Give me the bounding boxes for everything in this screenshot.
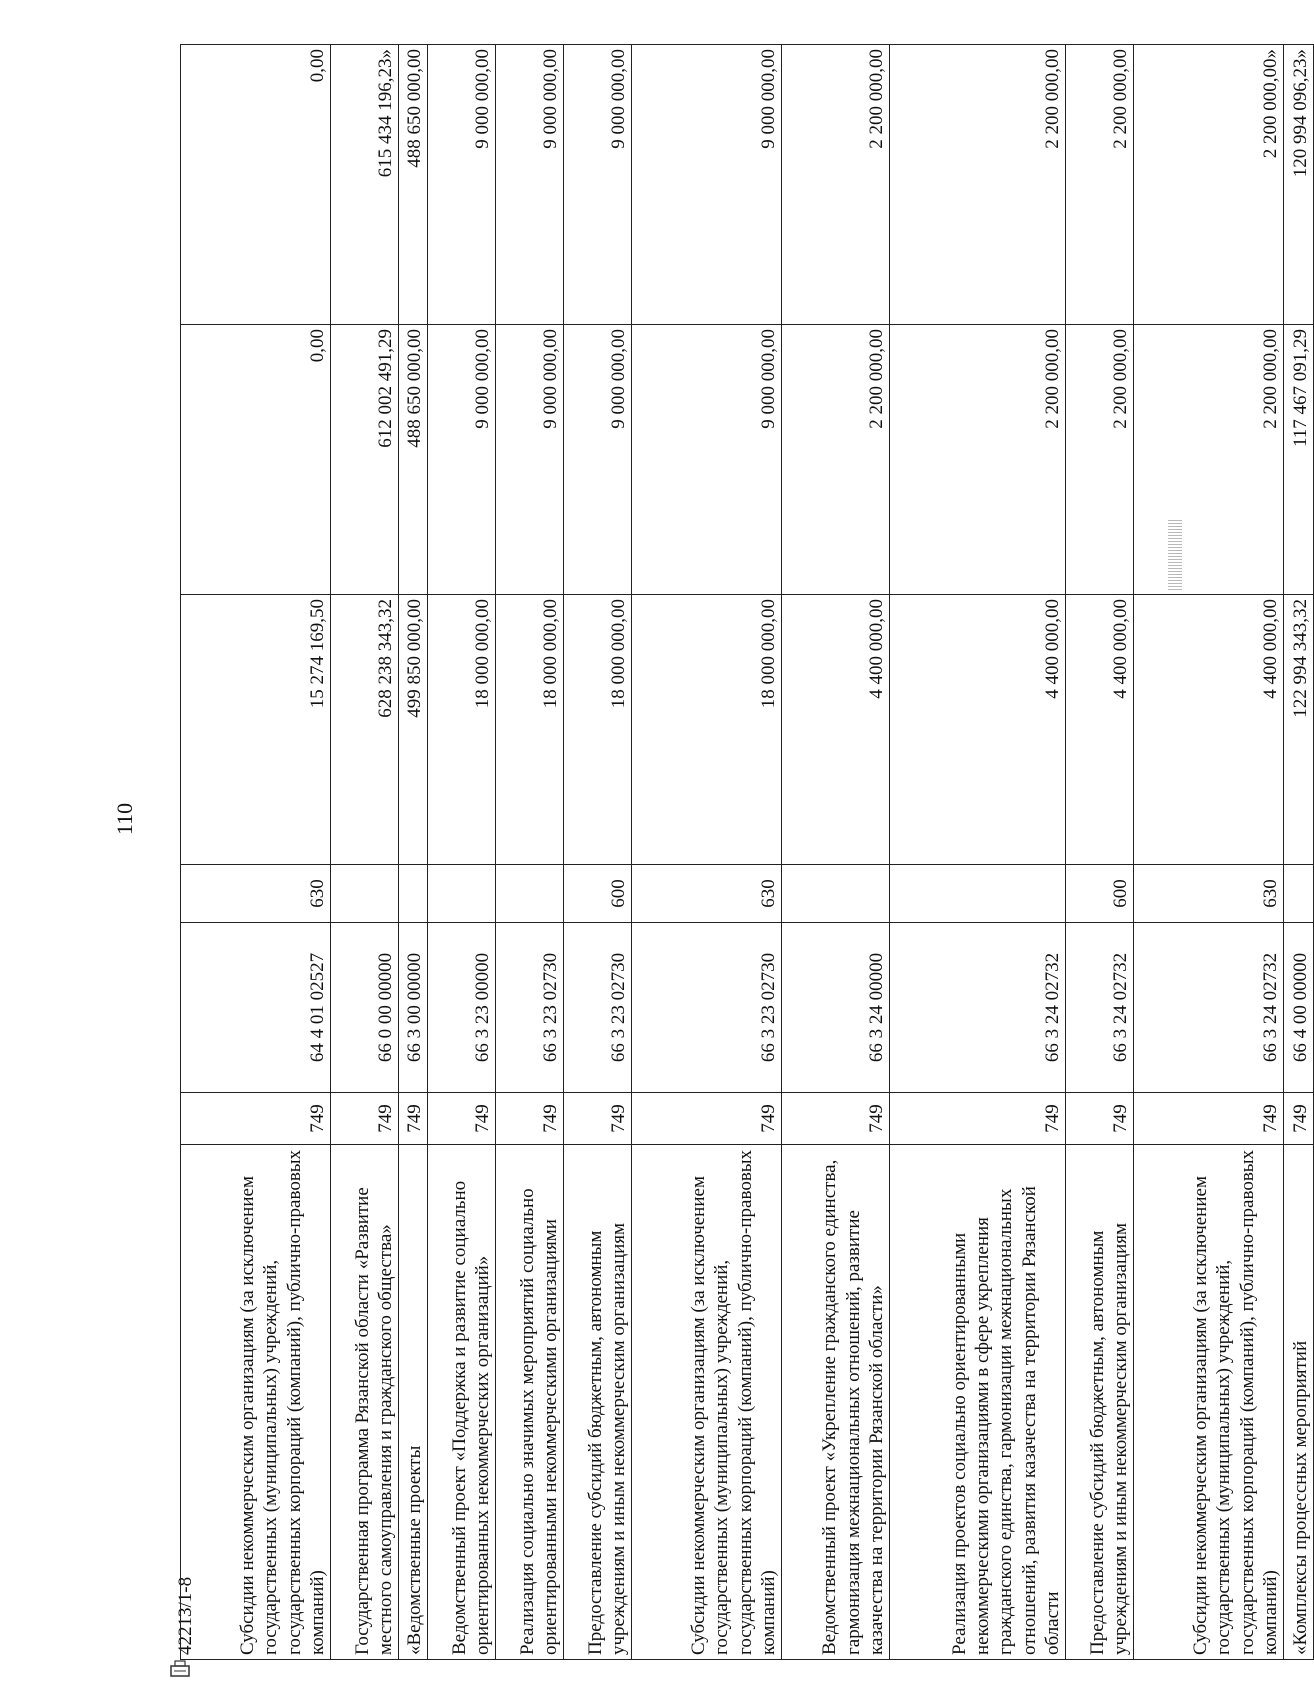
cell-sum2: 9 000 000,00 xyxy=(632,325,782,595)
cell-sum2: 9 000 000,00 xyxy=(428,325,496,595)
cell-name: Реализация проектов социально ориентированными некоммерческими организациями в сфере укрепления гражданского единства, гармонизации межнациональных отношений, развития казачества на территории Рязанской области xyxy=(890,1145,1066,1660)
cell-sum2: 117 467 091,29 xyxy=(1284,325,1314,595)
page-number: 110 xyxy=(112,802,137,835)
cell-name: Субсидии некоммерческим организациям (за исключением государственных (муниципальных) учреждений, государственных корпораций (компаний), публично-правовых компаний) xyxy=(1134,1145,1284,1660)
budget-table xyxy=(180,44,1314,1660)
cell-sum3: 488 650 000,00 xyxy=(399,45,428,325)
table-row xyxy=(890,45,1066,1660)
cell-sum3: 615 434 196,23» xyxy=(331,45,399,325)
cell-vr: 630 xyxy=(1134,865,1284,923)
cell-code: 749 xyxy=(496,1093,564,1145)
cell-csr: 66 3 24 02732 xyxy=(890,923,1066,1093)
cell-vr: 630 xyxy=(632,865,782,923)
cell-vr xyxy=(496,865,564,923)
cell-code: 749 xyxy=(632,1093,782,1145)
cell-csr: 66 3 23 02730 xyxy=(496,923,564,1093)
cell-sum2: 9 000 000,00 xyxy=(496,325,564,595)
cell-sum2: 9 000 000,00 xyxy=(564,325,632,595)
table-row xyxy=(1134,45,1284,1660)
cell-name: Ведомственный проект «Поддержка и развитие социально ориентированных некоммерческих организаций» xyxy=(428,1145,496,1660)
cell-name: Ведомственный проект «Укрепление гражданского единства, гармонизация межнациональных отношений, развитие казачества на территории Рязанской области» xyxy=(782,1145,890,1660)
cell-sum1: 4 400 000,00 xyxy=(1134,595,1284,865)
cell-sum1: 18 000 000,00 xyxy=(428,595,496,865)
cell-code: 749 xyxy=(1066,1093,1134,1145)
cell-sum3: 2 200 000,00 xyxy=(782,45,890,325)
cell-name: Предоставление субсидий бюджетным, автономным учреждениям и иным некоммерческим организациям xyxy=(564,1145,632,1660)
cell-csr: 66 0 00 00000 xyxy=(331,923,399,1093)
cell-sum2: 612 002 491,29 xyxy=(331,325,399,595)
cell-vr xyxy=(428,865,496,923)
cell-name: «Ведомственные проекты xyxy=(399,1145,428,1660)
cell-csr: 66 3 23 02730 xyxy=(564,923,632,1093)
cell-sum3: 2 200 000,00» xyxy=(1134,45,1284,325)
cell-vr xyxy=(331,865,399,923)
table-row xyxy=(428,45,496,1660)
table-row xyxy=(331,45,399,1660)
table-row xyxy=(399,45,428,1660)
cell-vr: 600 xyxy=(1066,865,1134,923)
cell-name: «Комплексы процессных мероприятий xyxy=(1284,1145,1314,1660)
cell-sum2: 488 650 000,00 xyxy=(399,325,428,595)
cell-csr: 66 3 23 02730 xyxy=(632,923,782,1093)
cell-code: 749 xyxy=(1284,1093,1314,1145)
cell-name: Государственная программа Рязанской области «Развитие местного самоуправления и гражданского общества» xyxy=(331,1145,399,1660)
printer-logo-icon xyxy=(168,1658,192,1680)
cell-vr xyxy=(399,865,428,923)
table-row xyxy=(564,45,632,1660)
cell-sum1: 18 000 000,00 xyxy=(496,595,564,865)
table-row xyxy=(181,45,331,1660)
cell-sum3: 9 000 000,00 xyxy=(496,45,564,325)
cell-sum1: 4 400 000,00 xyxy=(890,595,1066,865)
cell-vr xyxy=(782,865,890,923)
cell-sum3: 0,00 xyxy=(181,45,331,325)
cell-code: 749 xyxy=(181,1093,331,1145)
table-row xyxy=(496,45,564,1660)
cell-sum1: 628 238 343,32 xyxy=(331,595,399,865)
cell-code: 749 xyxy=(1134,1093,1284,1145)
cell-sum2: 0,00 xyxy=(181,325,331,595)
cell-sum3: 9 000 000,00 xyxy=(428,45,496,325)
cell-code: 749 xyxy=(782,1093,890,1145)
cell-code: 749 xyxy=(564,1093,632,1145)
cell-csr: 66 3 23 00000 xyxy=(428,923,496,1093)
cell-sum1: 15 274 169,50 xyxy=(181,595,331,865)
cell-sum1: 499 850 000,00 xyxy=(399,595,428,865)
cell-csr: 64 4 01 02527 xyxy=(181,923,331,1093)
cell-sum3: 9 000 000,00 xyxy=(632,45,782,325)
cell-sum2: 2 200 000,00 xyxy=(1066,325,1134,595)
cell-sum1: 4 400 000,00 xyxy=(1066,595,1134,865)
cell-code: 749 xyxy=(399,1093,428,1145)
cell-vr: 600 xyxy=(564,865,632,923)
cell-sum2: 2 200 000,00 xyxy=(1134,325,1284,595)
cell-name: Реализация социально значимых мероприятий социально ориентированными некоммерческими организациями xyxy=(496,1145,564,1660)
cell-name: Субсидии некоммерческим организациям (за исключением государственных (муниципальных) учреждений, государственных корпораций (компаний), публично-правовых компаний) xyxy=(181,1145,331,1660)
cell-name: Предоставление субсидий бюджетным, автономным учреждениям и иным некоммерческим организациям xyxy=(1066,1145,1134,1660)
table-row xyxy=(1284,45,1314,1660)
cell-csr: 66 4 00 00000 xyxy=(1284,923,1314,1093)
cell-csr: 66 3 24 00000 xyxy=(782,923,890,1093)
cell-vr xyxy=(890,865,1066,923)
cell-sum2: 2 200 000,00 xyxy=(782,325,890,595)
cell-vr xyxy=(1284,865,1314,923)
cell-sum1: 4 400 000,00 xyxy=(782,595,890,865)
cell-sum3: 120 994 096,23» xyxy=(1284,45,1314,325)
table-row xyxy=(632,45,782,1660)
cell-sum1: 122 994 343,32 xyxy=(1284,595,1314,865)
cell-sum1: 18 000 000,00 xyxy=(564,595,632,865)
rotated-page xyxy=(180,45,1311,1660)
cell-sum3: 9 000 000,00 xyxy=(564,45,632,325)
cell-sum3: 2 200 000,00 xyxy=(890,45,1066,325)
cell-sum1: 18 000 000,00 xyxy=(632,595,782,865)
table-row xyxy=(782,45,890,1660)
cell-code: 749 xyxy=(890,1093,1066,1145)
cell-sum2: 2 200 000,00 xyxy=(890,325,1066,595)
cell-csr: 66 3 24 02732 xyxy=(1066,923,1134,1093)
document-code: 42213/1-8 xyxy=(175,1576,196,1655)
cell-name: Субсидии некоммерческим организациям (за исключением государственных (муниципальных) учреждений, государственных корпораций (компаний), публично-правовых компаний) xyxy=(632,1145,782,1660)
cell-code: 749 xyxy=(331,1093,399,1145)
cell-code: 749 xyxy=(428,1093,496,1145)
cell-vr: 630 xyxy=(181,865,331,923)
cell-csr: 66 3 24 02732 xyxy=(1134,923,1284,1093)
cell-csr: 66 3 00 00000 xyxy=(399,923,428,1093)
table-row xyxy=(1066,45,1134,1660)
cell-sum3: 2 200 000,00 xyxy=(1066,45,1134,325)
